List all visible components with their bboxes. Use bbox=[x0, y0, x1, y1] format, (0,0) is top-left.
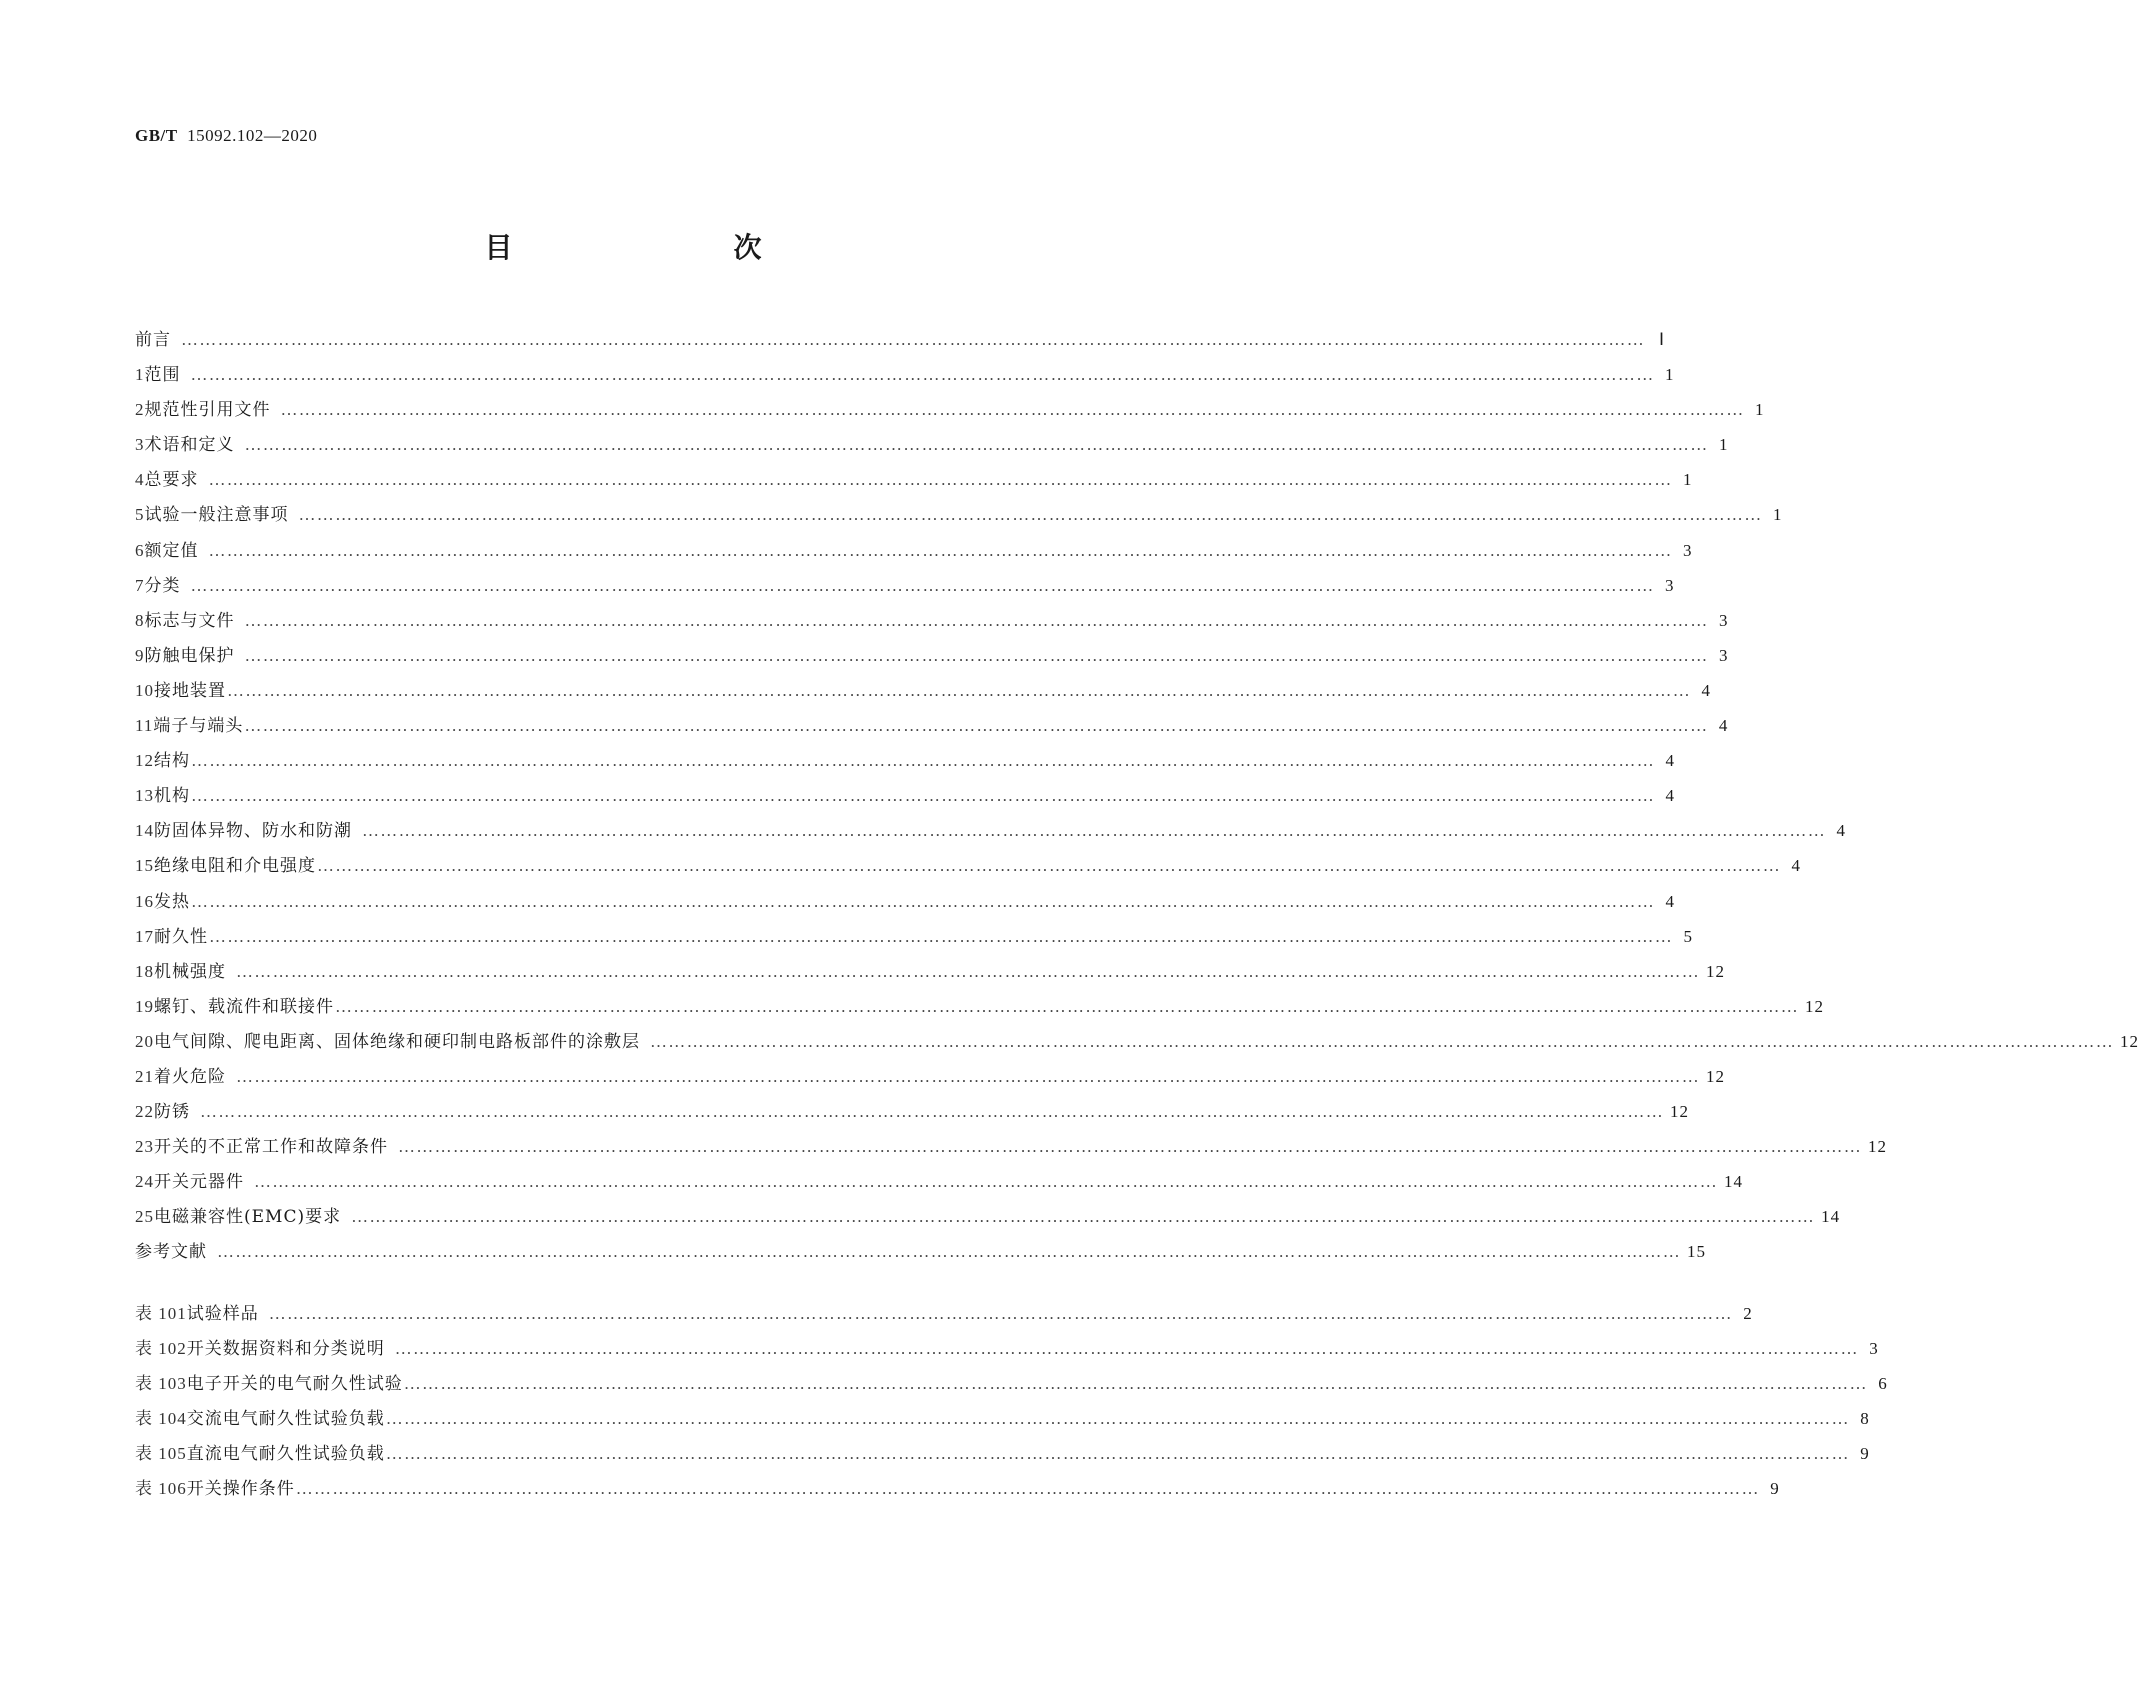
toc-entry[interactable] bbox=[135, 919, 1693, 954]
entry-page-number: 12 bbox=[1706, 1066, 1725, 1086]
entry-page-number: 14 bbox=[1821, 1207, 1841, 1227]
entry-page-number: 4 bbox=[1718, 716, 1729, 736]
leader-dots: …………………………………………………………………………………………………………………………………………………………………………………………………………………… bbox=[244, 435, 1709, 455]
toc-entry[interactable] bbox=[135, 1024, 2139, 1059]
entry-page-number: 4 bbox=[1836, 821, 1846, 841]
entry-number: 19 bbox=[135, 996, 154, 1016]
entry-number: 24 bbox=[135, 1172, 154, 1192]
toc-entry[interactable] bbox=[135, 462, 1693, 497]
entry-label: 前言 bbox=[135, 330, 171, 350]
entry-label: 防锈 bbox=[154, 1102, 190, 1123]
entry-label: 螺钉、载流件和联接件 bbox=[154, 996, 334, 1017]
toc-entry[interactable] bbox=[135, 1234, 1706, 1269]
entry-label: 发热 bbox=[154, 891, 190, 912]
leader-dots: …………………………………………………………………………………………………………………………………………………………………………………………………………………… bbox=[650, 1031, 2114, 1051]
toc-entry[interactable] bbox=[135, 1094, 1689, 1129]
entry-label: 着火危险 bbox=[154, 1066, 226, 1087]
leader-dots: …………………………………………………………………………………………………………………………………………………………………………………………………………………… bbox=[351, 1207, 1816, 1227]
entry-page-number: 15 bbox=[1687, 1242, 1706, 1262]
leader-dots: …………………………………………………………………………………………………………………………………………………………………………………………………………………… bbox=[244, 610, 1709, 630]
leader-dots: …………………………………………………………………………………………………………………………………………………………………………………………………………………… bbox=[244, 645, 1709, 665]
entry-label: 防触电保护 bbox=[144, 645, 235, 666]
entry-label: 术语和定义 bbox=[144, 435, 235, 456]
toc-entry[interactable] bbox=[135, 673, 1711, 708]
entry-number: 3 bbox=[135, 435, 145, 455]
entry-label: 额定值 bbox=[144, 540, 199, 561]
entry-label: 规范性引用文件 bbox=[144, 400, 271, 421]
entry-label: 试验一般注意事项 bbox=[144, 505, 289, 526]
toc-entry[interactable] bbox=[135, 638, 1729, 673]
leader-dots: …………………………………………………………………………………………………………………………………………………………………………………………………………………… bbox=[181, 330, 1645, 349]
entry-label: 分类 bbox=[144, 575, 181, 596]
toc-table-list bbox=[135, 1296, 1888, 1507]
leader-dots: …………………………………………………………………………………………………………………………………………………………………………………………………………………… bbox=[209, 926, 1673, 946]
entry-number: 表 104 bbox=[135, 1408, 187, 1428]
toc-entry[interactable] bbox=[135, 322, 1665, 357]
toc-entry[interactable] bbox=[135, 708, 1729, 743]
leader-dots: …………………………………………………………………………………………………………………………………………………………………………………………………………………… bbox=[295, 1479, 1760, 1498]
entry-page-number: 1 bbox=[1755, 400, 1765, 420]
toc-entry[interactable] bbox=[135, 989, 1824, 1024]
entry-label: 结构 bbox=[154, 751, 190, 772]
tables-entry[interactable] bbox=[135, 1331, 1879, 1366]
entry-page-number: 12 bbox=[1868, 1137, 1887, 1157]
entry-page-number: 12 bbox=[1706, 961, 1725, 981]
toc-entry[interactable] bbox=[135, 884, 1675, 919]
toc-section-list bbox=[135, 322, 2139, 1270]
entry-page-number: 4 bbox=[1665, 891, 1675, 911]
toc-entry[interactable] bbox=[135, 1059, 1725, 1094]
entry-number: 12 bbox=[135, 751, 154, 771]
tables-entry[interactable] bbox=[135, 1471, 1780, 1506]
entry-number: 10 bbox=[135, 680, 154, 700]
entry-label: 开关元器件 bbox=[154, 1172, 244, 1193]
leader-dots: …………………………………………………………………………………………………………………………………………………………………………………………………………………… bbox=[217, 1242, 1681, 1262]
entry-number: 表 105 bbox=[135, 1443, 187, 1463]
toc-entry[interactable] bbox=[135, 848, 1801, 883]
leader-dots: …………………………………………………………………………………………………………………………………………………………………………………………………………………… bbox=[403, 1373, 1868, 1393]
entry-label: 绝缘电阻和介电强度 bbox=[154, 856, 316, 877]
entry-page-number: 12 bbox=[1670, 1102, 1689, 1122]
entry-page-number: 9 bbox=[1770, 1479, 1780, 1498]
toc-entry[interactable] bbox=[135, 743, 1675, 778]
leader-dots: …………………………………………………………………………………………………………………………………………………………………………………………………………………… bbox=[190, 365, 1655, 385]
standard-code bbox=[135, 126, 317, 146]
entry-number: 14 bbox=[135, 821, 154, 841]
entry-number: 5 bbox=[135, 505, 145, 525]
entry-label: 开关操作条件 bbox=[186, 1479, 295, 1499]
toc-entry[interactable] bbox=[135, 1164, 1743, 1199]
leader-dots: …………………………………………………………………………………………………………………………………………………………………………………………………………………… bbox=[254, 1172, 1718, 1192]
leader-dots: …………………………………………………………………………………………………………………………………………………………………………………………………………………… bbox=[362, 821, 1826, 841]
entry-number: 1 bbox=[135, 365, 145, 385]
entry-number: 21 bbox=[135, 1066, 154, 1086]
entry-page-number: 3 bbox=[1869, 1338, 1879, 1358]
entry-number: 15 bbox=[135, 856, 154, 876]
tables-entry[interactable] bbox=[135, 1436, 1870, 1471]
leader-dots: …………………………………………………………………………………………………………………………………………………………………………………………………………………… bbox=[208, 470, 1673, 490]
entry-page-number: 4 bbox=[1701, 680, 1711, 700]
entry-label: 开关数据资料和分类说明 bbox=[186, 1338, 385, 1359]
toc-entry[interactable] bbox=[135, 533, 1693, 568]
leader-dots: …………………………………………………………………………………………………………………………………………………………………………………………………………………… bbox=[244, 716, 1709, 736]
entry-label: 电气间隙、爬电距离、固体绝缘和硬印制电路板部件的涂敷层 bbox=[154, 1031, 640, 1052]
leader-dots: …………………………………………………………………………………………………………………………………………………………………………………………………………………… bbox=[236, 1066, 1700, 1086]
leader-dots: …………………………………………………………………………………………………………………………………………………………………………………………………………………… bbox=[298, 505, 1763, 525]
entry-number: 17 bbox=[135, 926, 154, 946]
standard-number: 15092.102—2020 bbox=[187, 126, 318, 145]
entry-number: 20 bbox=[135, 1031, 154, 1051]
leader-dots: …………………………………………………………………………………………………………………………………………………………………………………………………………………… bbox=[191, 786, 1655, 806]
entry-page-number: 14 bbox=[1724, 1172, 1743, 1192]
entry-label: 耐久性 bbox=[154, 926, 208, 947]
entry-number: 9 bbox=[135, 645, 145, 665]
tables-entry[interactable] bbox=[135, 1296, 1753, 1331]
entry-page-number: 1 bbox=[1773, 505, 1783, 525]
toc-entry[interactable] bbox=[135, 954, 1725, 989]
leader-dots: …………………………………………………………………………………………………………………………………………………………………………………………………………………… bbox=[335, 996, 1799, 1016]
entry-number: 8 bbox=[135, 610, 145, 630]
toc-entry[interactable] bbox=[135, 603, 1729, 638]
toc-entry[interactable] bbox=[135, 568, 1675, 603]
entry-page-number: Ⅰ bbox=[1658, 330, 1665, 349]
entry-number: 表 106 bbox=[135, 1479, 187, 1498]
entry-page-number: 6 bbox=[1878, 1373, 1888, 1393]
entry-page-number: 1 bbox=[1665, 365, 1675, 385]
toc-spacer bbox=[135, 1270, 1059, 1296]
entry-page-number: 5 bbox=[1683, 926, 1693, 946]
toc-entry[interactable] bbox=[135, 1199, 1841, 1234]
entry-number: 13 bbox=[135, 786, 154, 806]
entry-page-number: 3 bbox=[1719, 610, 1729, 630]
entry-number: 25 bbox=[135, 1207, 154, 1227]
leader-dots: …………………………………………………………………………………………………………………………………………………………………………………………………………………… bbox=[268, 1303, 1733, 1323]
entry-page-number: 3 bbox=[1719, 645, 1729, 665]
toc-entry[interactable] bbox=[135, 357, 1675, 392]
entry-label: 范围 bbox=[144, 365, 181, 386]
leader-dots: …………………………………………………………………………………………………………………………………………………………………………………………………………………… bbox=[200, 1102, 1664, 1122]
toc-entry[interactable] bbox=[135, 497, 1783, 532]
leader-dots: …………………………………………………………………………………………………………………………………………………………………………………………………………………… bbox=[190, 575, 1655, 595]
toc-entry[interactable] bbox=[135, 778, 1675, 813]
entry-number: 7 bbox=[135, 575, 145, 595]
entry-number: 22 bbox=[135, 1102, 154, 1122]
entry-page-number: 12 bbox=[2120, 1031, 2139, 1051]
entry-page-number: 4 bbox=[1665, 751, 1675, 771]
entry-page-number: 9 bbox=[1860, 1443, 1870, 1463]
entry-page-number: 4 bbox=[1665, 786, 1675, 806]
entry-page-number: 12 bbox=[1805, 996, 1824, 1016]
entry-number: 表 102 bbox=[135, 1338, 187, 1358]
leader-dots: …………………………………………………………………………………………………………………………………………………………………………………………………………………… bbox=[317, 856, 1781, 876]
entry-number: 18 bbox=[135, 961, 154, 981]
tables-entry[interactable] bbox=[135, 1401, 1870, 1436]
leader-dots: …………………………………………………………………………………………………………………………………………………………………………………………………………………… bbox=[398, 1137, 1862, 1157]
entry-number: 23 bbox=[135, 1137, 154, 1157]
entry-label: 标志与文件 bbox=[144, 610, 235, 631]
standard-prefix: GB/T bbox=[135, 126, 178, 145]
toc-entry[interactable] bbox=[135, 427, 1729, 462]
entry-number: 16 bbox=[135, 891, 154, 911]
entry-page-number: 1 bbox=[1683, 470, 1693, 490]
leader-dots: …………………………………………………………………………………………………………………………………………………………………………………………………………………… bbox=[191, 751, 1655, 771]
table-of-contents bbox=[135, 322, 2139, 1506]
entry-label: 接地装置 bbox=[154, 680, 226, 701]
entry-label: 参考文献 bbox=[135, 1242, 207, 1263]
entry-page-number: 4 bbox=[1791, 856, 1801, 876]
entry-number: 2 bbox=[135, 400, 145, 420]
entry-label: 电子开关的电气耐久性试验 bbox=[186, 1373, 403, 1394]
entry-label: 试验样品 bbox=[186, 1303, 259, 1324]
entry-page-number: 8 bbox=[1860, 1408, 1870, 1428]
entry-page-number: 3 bbox=[1665, 575, 1675, 595]
entry-label: 交流电气耐久性试验负载 bbox=[186, 1408, 385, 1429]
entry-label: 直流电气耐久性试验负载 bbox=[186, 1443, 385, 1464]
page-title: 目 次 bbox=[484, 231, 817, 264]
toc-entry[interactable] bbox=[135, 1129, 1887, 1164]
entry-page-number: 2 bbox=[1743, 1303, 1753, 1323]
entry-number: 4 bbox=[135, 470, 145, 490]
entry-label: 电磁兼容性(EMC)要求 bbox=[154, 1207, 342, 1228]
leader-dots: …………………………………………………………………………………………………………………………………………………………………………………………………………………… bbox=[280, 400, 1745, 420]
entry-label: 端子与端头 bbox=[153, 716, 244, 737]
leader-dots: …………………………………………………………………………………………………………………………………………………………………………………………………………………… bbox=[227, 680, 1691, 700]
toc-entry[interactable] bbox=[135, 813, 1846, 848]
toc-entry[interactable] bbox=[135, 392, 1765, 427]
leader-dots: …………………………………………………………………………………………………………………………………………………………………………………………………………………… bbox=[385, 1408, 1850, 1428]
leader-dots: …………………………………………………………………………………………………………………………………………………………………………………………………………………… bbox=[236, 961, 1700, 981]
entry-label: 防固体异物、防水和防潮 bbox=[154, 821, 352, 842]
leader-dots: …………………………………………………………………………………………………………………………………………………………………………………………………………………… bbox=[385, 1443, 1850, 1463]
entry-label: 机械强度 bbox=[154, 961, 226, 982]
tables-entry[interactable] bbox=[135, 1366, 1888, 1401]
entry-number: 11 bbox=[135, 716, 154, 736]
leader-dots: …………………………………………………………………………………………………………………………………………………………………………………………………………………… bbox=[394, 1338, 1859, 1358]
entry-label: 总要求 bbox=[144, 470, 199, 491]
entry-page-number: 1 bbox=[1719, 435, 1729, 455]
entry-number: 表 101 bbox=[135, 1303, 187, 1323]
entry-number: 6 bbox=[135, 540, 145, 560]
leader-dots: …………………………………………………………………………………………………………………………………………………………………………………………………………………… bbox=[191, 891, 1655, 911]
entry-label: 开关的不正常工作和故障条件 bbox=[154, 1137, 388, 1158]
entry-number: 表 103 bbox=[135, 1373, 187, 1393]
entry-page-number: 3 bbox=[1683, 540, 1693, 560]
entry-label: 机构 bbox=[154, 786, 190, 807]
leader-dots: …………………………………………………………………………………………………………………………………………………………………………………………………………………… bbox=[208, 540, 1673, 560]
